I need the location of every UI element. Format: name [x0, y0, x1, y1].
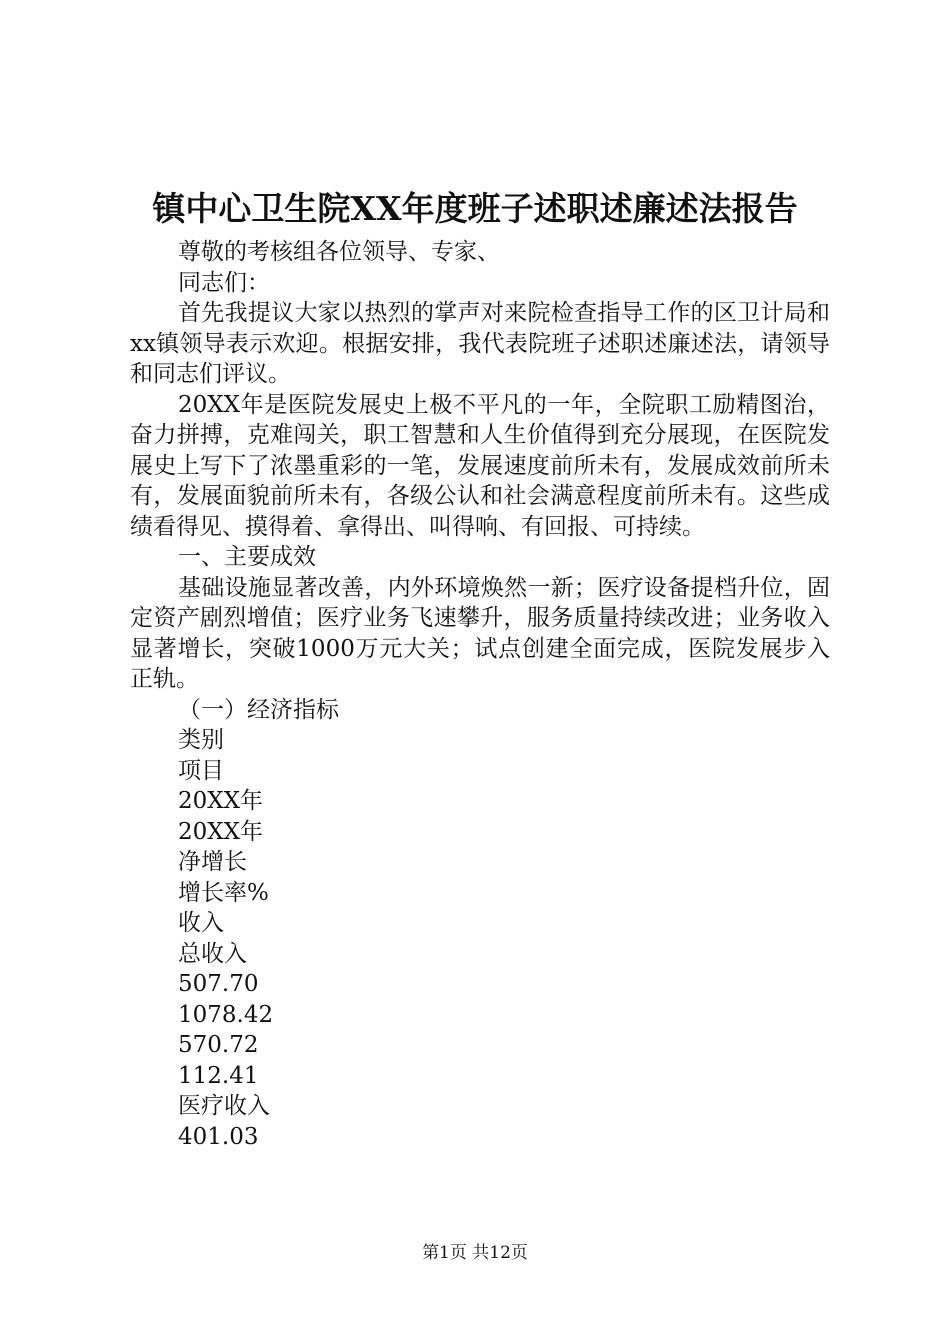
document-body	[130, 237, 830, 1152]
paragraph: 首先我提议大家以热烈的掌声对来院检查指导工作的区卫计局和xx镇领导表示欢迎。根据安排，我代表院班子述职述廉述法，请领导和同志们评议。	[130, 300, 830, 387]
paragraph: 同志们：	[178, 269, 270, 296]
table-cell-line: 类别	[178, 727, 224, 753]
table-cell-line: 1078.42	[178, 1001, 274, 1028]
table-cell-line: 401.03	[178, 1123, 259, 1150]
page-footer	[0, 1241, 950, 1265]
table-cell-line: 20XX年	[178, 818, 264, 845]
table-cell-line: 20XX年	[178, 788, 264, 814]
table-cell-line: 净增长	[178, 849, 247, 875]
table-cell-line: 项目	[178, 757, 224, 784]
page-number: 第1页 共12页	[422, 1243, 528, 1263]
table-cell-line: 增长率%	[178, 879, 269, 906]
table-cell-line: 570.72	[178, 1032, 259, 1058]
table-cell-line: 112.41	[178, 1062, 259, 1089]
table-cell-line: 总收入	[178, 940, 247, 967]
table-cell-line: 医疗收入	[178, 1093, 270, 1119]
section-heading: 一、主要成效	[178, 544, 316, 570]
paragraph: 基础设施显著改善，内外环境焕然一新；医疗设备提档升位，固定资产剧烈增值；医疗业务飞速攀升，服务质量持续改进；业务收入显著增长，突破1000万元大关；试点创建全面完成，医院发展步入正轨。	[130, 574, 830, 692]
paragraph: 尊敬的考核组各位领导、专家、	[178, 239, 500, 265]
table-cell-line: 507.70	[178, 971, 259, 997]
paragraph: 20XX年是医院发展史上极不平凡的一年，全院职工励精图治，奋力拼搏，克难闯关，职工智慧和人生价值得到充分展现，在医院发展史上写下了浓墨重彩的一笔，发展速度前所未有，发展成效前所未有，发展面貌前所未有，各级公认和社会满意程度前所未有。这些成绩看得见、摸得着、拿得出、叫得响、有回报、可持续。	[130, 391, 830, 540]
subsection-heading: （一）经济指标	[178, 696, 339, 723]
document-title: 镇中心卫生院XX年度班子述职述廉述法报告	[152, 189, 798, 228]
table-cell-line: 收入	[178, 910, 224, 936]
